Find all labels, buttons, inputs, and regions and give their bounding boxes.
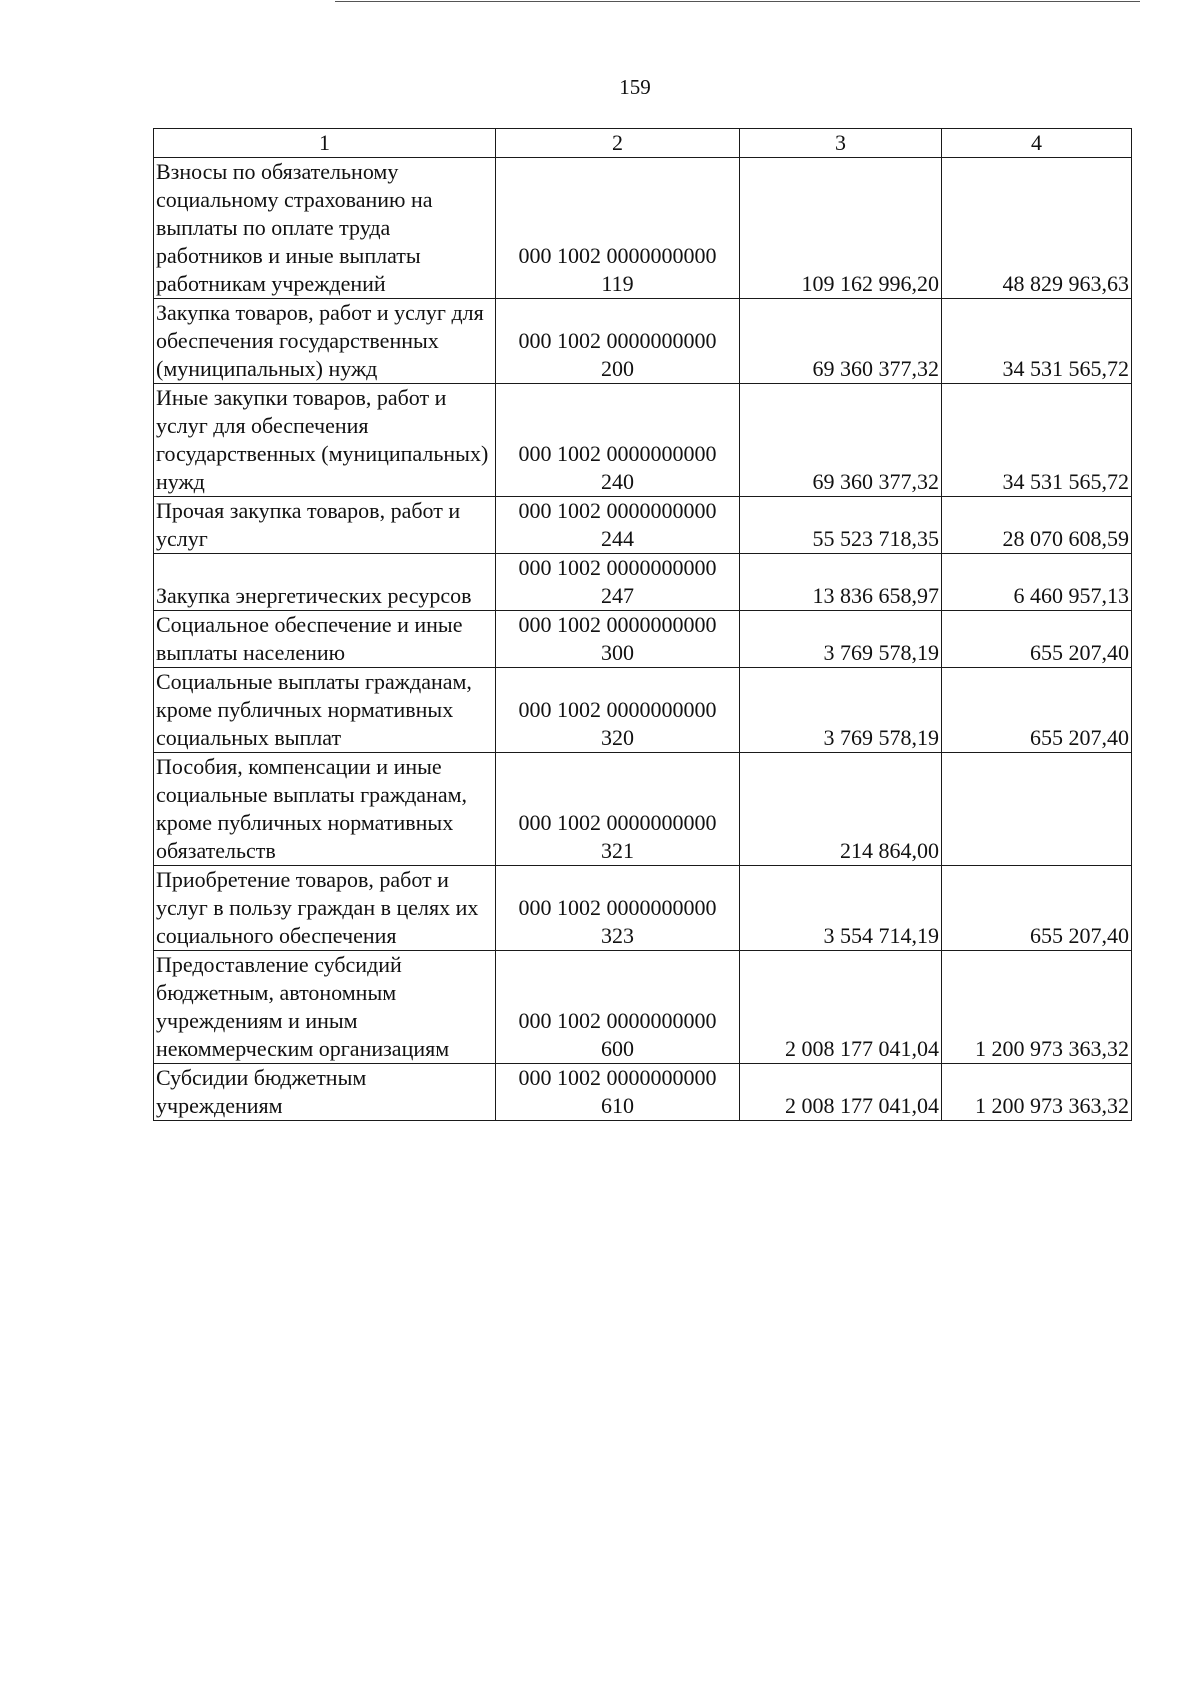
table-body bbox=[154, 158, 1132, 1121]
table-row bbox=[154, 158, 1132, 299]
table-row bbox=[154, 554, 1132, 611]
classification-code: 000 1002 0000000000 bbox=[518, 697, 717, 722]
amount-plan: 109 162 996,20 bbox=[740, 158, 942, 299]
table-row bbox=[154, 668, 1132, 753]
amount-plan: 3 769 578,19 bbox=[740, 668, 942, 753]
classification-code: 000 1002 0000000000 bbox=[518, 498, 717, 523]
row-name: Прочая закупка товаров, работ и услуг bbox=[154, 497, 496, 554]
row-code bbox=[496, 554, 740, 611]
header-row bbox=[154, 129, 1132, 158]
row-code bbox=[496, 951, 740, 1064]
row-name: Субсидии бюджетным учреждениям bbox=[154, 1064, 496, 1121]
row-code bbox=[496, 611, 740, 668]
classification-code: 000 1002 0000000000 bbox=[518, 328, 717, 353]
expense-type-code: 240 bbox=[601, 469, 634, 494]
column-header-3: 3 bbox=[740, 129, 942, 158]
row-name: Закупка энергетических ресурсов bbox=[154, 554, 496, 611]
amount-actual: 34 531 565,72 bbox=[942, 299, 1132, 384]
row-code bbox=[496, 753, 740, 866]
column-header-1: 1 bbox=[154, 129, 496, 158]
row-code bbox=[496, 384, 740, 497]
row-name: Взносы по обязательному социальному страхованию на выплаты по оплате труда работников и иные выплаты работникам учреждений bbox=[154, 158, 496, 299]
row-name: Иные закупки товаров, работ и услуг для обеспечения государственных (муниципальных) нужд bbox=[154, 384, 496, 497]
amount-actual: 1 200 973 363,32 bbox=[942, 1064, 1132, 1121]
expense-type-code: 323 bbox=[601, 923, 634, 948]
classification-code: 000 1002 0000000000 bbox=[518, 612, 717, 637]
row-code bbox=[496, 668, 740, 753]
row-code bbox=[496, 866, 740, 951]
table-row bbox=[154, 497, 1132, 554]
row-code bbox=[496, 158, 740, 299]
row-name: Предоставление субсидий бюджетным, автономным учреждениям и иным некоммерческим организациям bbox=[154, 951, 496, 1064]
amount-actual: 655 207,40 bbox=[942, 668, 1132, 753]
amount-actual: 655 207,40 bbox=[942, 866, 1132, 951]
column-header-2: 2 bbox=[496, 129, 740, 158]
expense-type-code: 247 bbox=[601, 583, 634, 608]
amount-actual: 6 460 957,13 bbox=[942, 554, 1132, 611]
table-row bbox=[154, 951, 1132, 1064]
expense-type-code: 321 bbox=[601, 838, 634, 863]
row-name: Закупка товаров, работ и услуг для обеспечения государственных (муниципальных) нужд bbox=[154, 299, 496, 384]
amount-plan: 13 836 658,97 bbox=[740, 554, 942, 611]
classification-code: 000 1002 0000000000 bbox=[518, 555, 717, 580]
expense-type-code: 119 bbox=[601, 271, 634, 296]
table-header bbox=[154, 129, 1132, 158]
table-row bbox=[154, 384, 1132, 497]
top-edge-rule bbox=[335, 1, 1140, 2]
expense-type-code: 200 bbox=[601, 356, 634, 381]
row-name: Пособия, компенсации и иные социальные выплаты гражданам, кроме публичных нормативных обязательств bbox=[154, 753, 496, 866]
amount-plan: 214 864,00 bbox=[740, 753, 942, 866]
expense-type-code: 320 bbox=[601, 725, 634, 750]
expense-type-code: 610 bbox=[601, 1093, 634, 1118]
expense-type-code: 600 bbox=[601, 1036, 634, 1061]
amount-actual: 34 531 565,72 bbox=[942, 384, 1132, 497]
amount-plan: 69 360 377,32 bbox=[740, 384, 942, 497]
table-row bbox=[154, 299, 1132, 384]
classification-code: 000 1002 0000000000 bbox=[518, 441, 717, 466]
amount-plan: 55 523 718,35 bbox=[740, 497, 942, 554]
amount-actual bbox=[942, 753, 1132, 866]
amount-actual: 28 070 608,59 bbox=[942, 497, 1132, 554]
row-code bbox=[496, 1064, 740, 1121]
classification-code: 000 1002 0000000000 bbox=[518, 1065, 717, 1090]
table-row bbox=[154, 1064, 1132, 1121]
amount-plan: 3 769 578,19 bbox=[740, 611, 942, 668]
row-code bbox=[496, 497, 740, 554]
budget-table bbox=[153, 128, 1132, 1121]
amount-actual: 1 200 973 363,32 bbox=[942, 951, 1132, 1064]
table-row bbox=[154, 866, 1132, 951]
table-row bbox=[154, 611, 1132, 668]
amount-plan: 3 554 714,19 bbox=[740, 866, 942, 951]
page-number: 159 bbox=[619, 75, 651, 99]
amount-plan: 2 008 177 041,04 bbox=[740, 1064, 942, 1121]
amount-plan: 2 008 177 041,04 bbox=[740, 951, 942, 1064]
amount-plan: 69 360 377,32 bbox=[740, 299, 942, 384]
classification-code: 000 1002 0000000000 bbox=[518, 895, 717, 920]
column-header-4: 4 bbox=[942, 129, 1132, 158]
classification-code: 000 1002 0000000000 bbox=[518, 1008, 717, 1033]
table-row bbox=[154, 753, 1132, 866]
expense-type-code: 300 bbox=[601, 640, 634, 665]
expense-type-code: 244 bbox=[601, 526, 634, 551]
row-name: Социальное обеспечение и иные выплаты населению bbox=[154, 611, 496, 668]
row-name: Социальные выплаты гражданам, кроме публичных нормативных социальных выплат bbox=[154, 668, 496, 753]
classification-code: 000 1002 0000000000 bbox=[518, 810, 717, 835]
amount-actual: 48 829 963,63 bbox=[942, 158, 1132, 299]
row-name: Приобретение товаров, работ и услуг в пользу граждан в целях их социального обеспечения bbox=[154, 866, 496, 951]
classification-code: 000 1002 0000000000 bbox=[518, 243, 717, 268]
amount-actual: 655 207,40 bbox=[942, 611, 1132, 668]
row-code bbox=[496, 299, 740, 384]
